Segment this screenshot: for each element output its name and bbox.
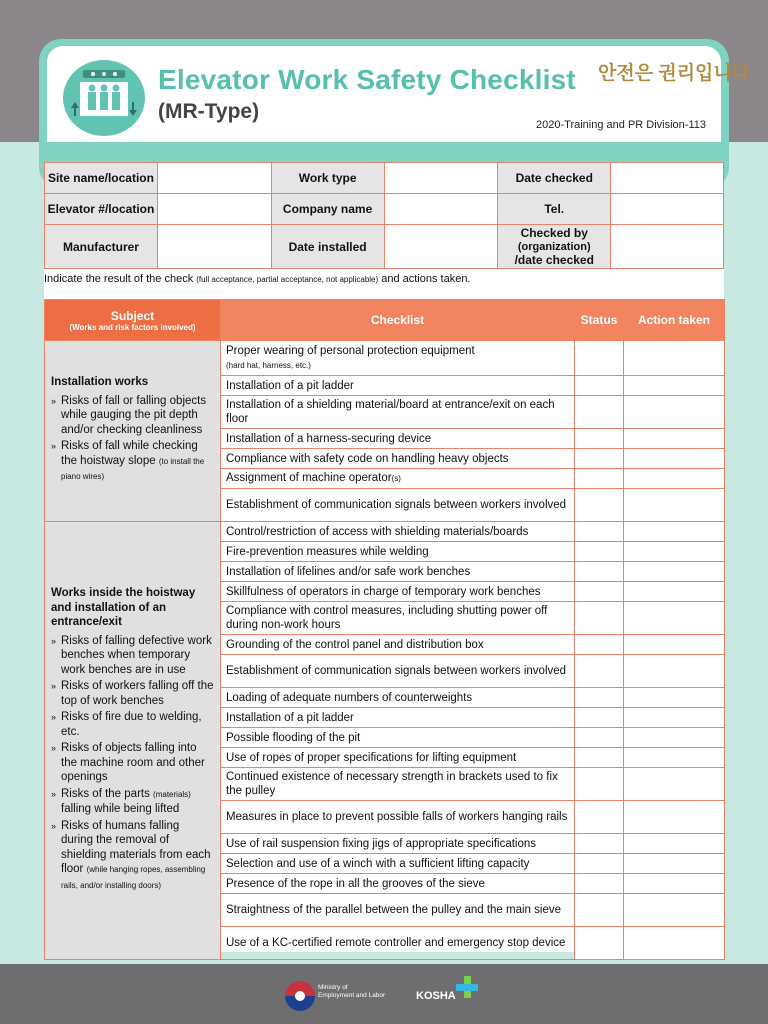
action-taken-cell[interactable] xyxy=(624,582,725,602)
risk-item xyxy=(51,787,214,817)
field-tel[interactable] xyxy=(611,194,724,225)
action-taken-cell[interactable] xyxy=(624,429,725,449)
action-taken-cell[interactable] xyxy=(624,376,725,396)
checklist-item-text: Installation of lifelines and/or safe work benches xyxy=(226,565,471,578)
status-cell[interactable] xyxy=(575,635,624,655)
checklist-item-text: Establishment of communication signals between workers involved xyxy=(226,665,567,677)
checklist-item-text: Installation of a pit ladder xyxy=(226,379,354,392)
instruction-tail: and actions taken. xyxy=(381,273,471,285)
checklist-item-text: Straightness of the parallel between the pulley and the main sieve xyxy=(226,904,561,916)
korean-slogan-logo: 안전은 권리입니다 xyxy=(598,63,751,84)
header-status: Status xyxy=(575,300,624,341)
action-taken-cell[interactable] xyxy=(624,728,725,748)
risk-note: (materials) xyxy=(153,789,191,799)
label-work-type: Work type xyxy=(271,163,384,194)
checklist-item-text: Control/restriction of access with shielding materials/boards xyxy=(226,525,529,538)
checklist-item xyxy=(221,522,575,542)
action-taken-cell[interactable] xyxy=(624,449,725,469)
field-site-name[interactable] xyxy=(157,163,271,194)
risk-text: Risks of fall or falling objects while gauging the pit depth and/or checking cleanliness xyxy=(61,394,207,436)
action-taken-cell[interactable] xyxy=(624,894,725,927)
checklist-item xyxy=(221,708,575,728)
checklist-item-text: Skillfulness of operators in charge of temporary work benches xyxy=(226,585,541,598)
status-cell[interactable] xyxy=(575,748,624,768)
elevator-icon xyxy=(63,60,145,136)
subject-cell xyxy=(45,522,221,960)
checklist-item xyxy=(221,542,575,562)
label-date-installed: Date installed xyxy=(271,225,384,269)
action-taken-cell[interactable] xyxy=(624,834,725,854)
risk-item xyxy=(51,439,214,485)
label-manufacturer: Manufacturer xyxy=(45,225,158,269)
label-elevator-number: Elevator #/location xyxy=(45,194,158,225)
checklist-item-text: Installation of a harness-securing device xyxy=(226,432,432,445)
instruction-note: (full acceptance, partial acceptance, not applicable) xyxy=(196,275,379,284)
risk-text: Risks of the parts xyxy=(61,787,150,800)
checklist-item-text: Possible flooding of the pit xyxy=(226,731,361,744)
kosha-name: KOSHA xyxy=(416,990,456,1002)
action-taken-cell[interactable] xyxy=(624,801,725,834)
risk-text: Risks of humans falling during the removal of shielding materials from each floor xyxy=(61,819,211,875)
status-cell[interactable] xyxy=(575,894,624,927)
checked-by-line3: /date checked xyxy=(514,252,594,267)
checklist-item xyxy=(221,688,575,708)
checklist-item-text: Grounding of the control panel and distribution box xyxy=(226,638,484,651)
checklist-item xyxy=(221,801,575,834)
checklist-item-text: Installation of a pit ladder xyxy=(226,711,354,724)
bullet-arrow-icon: » xyxy=(51,395,57,406)
ministry-line2: Employment and Labor xyxy=(318,992,386,999)
action-taken-cell[interactable] xyxy=(624,469,725,489)
status-cell[interactable] xyxy=(575,542,624,562)
bullet-arrow-icon: » xyxy=(51,743,57,753)
checklist-row xyxy=(45,341,725,376)
checklist-item xyxy=(221,854,575,874)
header-action-taken: Action taken xyxy=(624,300,725,341)
checklist-item xyxy=(221,429,575,449)
action-taken-cell[interactable] xyxy=(624,768,725,801)
checklist-item xyxy=(221,834,575,854)
action-taken-cell[interactable] xyxy=(624,854,725,874)
status-cell[interactable] xyxy=(575,469,624,489)
header-subject-label: Subject xyxy=(110,308,155,323)
field-work-type[interactable] xyxy=(384,163,498,194)
checklist-item-note: (hard hat, harness, etc.) xyxy=(226,360,311,370)
status-cell[interactable] xyxy=(575,854,624,874)
action-taken-cell[interactable] xyxy=(624,688,725,708)
action-taken-cell[interactable] xyxy=(624,927,725,960)
label-checked-by xyxy=(498,225,611,269)
status-cell[interactable] xyxy=(575,728,624,748)
action-taken-cell[interactable] xyxy=(624,396,725,429)
risk-item xyxy=(51,394,214,438)
checklist-item-text: Proper wearing of personal protection equipment xyxy=(226,344,475,357)
kosha-cross-icon xyxy=(456,976,478,998)
status-cell[interactable] xyxy=(575,489,624,522)
checklist-item xyxy=(221,927,575,960)
bullet-arrow-icon: » xyxy=(51,441,57,452)
risk-text: Risks of fall while checking the hoistway slope xyxy=(61,440,198,467)
checklist-item xyxy=(221,894,575,927)
status-cell[interactable] xyxy=(575,927,624,960)
checklist-item xyxy=(221,489,575,522)
status-cell[interactable] xyxy=(575,688,624,708)
field-company-name[interactable] xyxy=(384,194,498,225)
status-cell[interactable] xyxy=(575,874,624,894)
action-taken-cell[interactable] xyxy=(624,489,725,522)
risk-note: (while hanging ropes, assembling rails, and/or installing doors) xyxy=(61,865,206,890)
header-checklist: Checklist xyxy=(221,300,575,341)
action-taken-cell[interactable] xyxy=(624,874,725,894)
status-cell[interactable] xyxy=(575,768,624,801)
checklist-item-text: Continued existence of necessary strength in brackets used to fix the pulley xyxy=(226,771,558,797)
bullet-arrow-icon: » xyxy=(51,788,57,799)
label-tel: Tel. xyxy=(498,194,611,225)
bullet-arrow-icon: » xyxy=(51,635,57,646)
bullet-arrow-icon: » xyxy=(51,820,57,831)
subject-heading: Works inside the hoistway and installation of an entrance/exit xyxy=(51,587,196,628)
checklist-item-text: Use of rail suspension fixing jigs of appropriate specifications xyxy=(226,837,537,850)
action-taken-cell[interactable] xyxy=(624,708,725,728)
checklist-item xyxy=(221,728,575,748)
risk-text: Risks of fire due to welding, etc. xyxy=(61,711,202,738)
label-date-checked: Date checked xyxy=(498,163,611,194)
label-company-name: Company name xyxy=(271,194,384,225)
checklist-item-text: Use of ropes of proper specifications for lifting equipment xyxy=(226,751,517,764)
risk-item xyxy=(51,710,214,739)
checklist-item xyxy=(221,655,575,688)
risk-item xyxy=(51,819,214,894)
division-code: 2020-Training and PR Division-113 xyxy=(536,119,706,131)
risk-text: Risks of workers falling off the top of work benches xyxy=(61,680,214,707)
status-cell[interactable] xyxy=(575,708,624,728)
checklist-item xyxy=(221,635,575,655)
bullet-arrow-icon: » xyxy=(51,681,57,691)
ministry-line1: Ministry of xyxy=(318,984,348,991)
risk-item xyxy=(51,634,214,678)
header-subject xyxy=(45,300,221,341)
ministry-logo-center xyxy=(295,991,305,1001)
field-date-installed[interactable] xyxy=(384,225,498,269)
checklist-item-text: Installation of a shielding material/board at entrance/exit on each floor xyxy=(226,399,555,425)
action-taken-cell[interactable] xyxy=(624,635,725,655)
status-cell[interactable] xyxy=(575,341,624,376)
risk-item xyxy=(51,679,214,708)
action-taken-cell[interactable] xyxy=(624,562,725,582)
status-cell[interactable] xyxy=(575,562,624,582)
action-taken-cell[interactable] xyxy=(624,341,725,376)
checklist-item-note: (s) xyxy=(391,474,401,483)
status-cell[interactable] xyxy=(575,429,624,449)
instruction-main: Indicate the result of the check xyxy=(44,273,194,285)
action-taken-cell[interactable] xyxy=(624,522,725,542)
checklist-item xyxy=(221,748,575,768)
status-cell[interactable] xyxy=(575,801,624,834)
risk-text: Risks of falling defective work benches when temporary work benches are in use xyxy=(61,634,212,676)
risk-note: (to install the piano wires) xyxy=(61,456,205,482)
checklist-item xyxy=(221,396,575,429)
page-subtitle: (MR-Type) xyxy=(158,100,260,123)
checklist-item xyxy=(221,768,575,801)
status-cell[interactable] xyxy=(575,602,624,635)
risk-item xyxy=(51,741,214,785)
checklist-item xyxy=(221,449,575,469)
risk-tail: falling while being lifted xyxy=(61,803,180,815)
status-cell[interactable] xyxy=(575,834,624,854)
label-site-name: Site name/location xyxy=(45,163,158,194)
action-taken-cell[interactable] xyxy=(624,655,725,688)
checklist-item-text: Compliance with control measures, including shutting power off during non-work hours xyxy=(226,605,548,631)
checklist-item-text: Fire-prevention measures while welding xyxy=(226,545,429,558)
checklist-item-text: Establishment of communication signals between workers involved xyxy=(226,499,567,511)
action-taken-cell[interactable] xyxy=(624,602,725,635)
checklist-item-text: Measures in place to prevent possible falls of workers hanging rails xyxy=(226,811,568,823)
subject-heading: Installation works xyxy=(51,376,149,389)
checklist-item xyxy=(221,376,575,396)
checklist-item-text: Presence of the rope in all the grooves of the sieve xyxy=(226,877,485,890)
checked-by-line1: Checked by xyxy=(520,225,588,240)
checklist-item xyxy=(221,602,575,635)
status-cell[interactable] xyxy=(575,449,624,469)
checklist-item-text: Use of a KC-certified remote controller and emergency stop device xyxy=(226,937,566,949)
checklist-item-text: Loading of adequate numbers of counterweights xyxy=(226,691,473,704)
bullet-arrow-icon: » xyxy=(51,712,57,722)
checklist-table xyxy=(44,299,725,960)
checked-by-line2: (organization) xyxy=(517,240,591,253)
status-cell[interactable] xyxy=(575,582,624,602)
page-title: Elevator Work Safety Checklist xyxy=(158,64,576,95)
instruction-text xyxy=(44,273,471,285)
checklist-item-text: Selection and use of a winch with a sufficient lifting capacity xyxy=(226,857,530,870)
field-manufacturer[interactable] xyxy=(157,225,271,269)
checklist-item xyxy=(221,874,575,894)
risk-text: Risks of objects falling into the machine room and other openings xyxy=(61,742,205,783)
field-elevator-number[interactable] xyxy=(157,194,271,225)
checklist-item xyxy=(221,582,575,602)
checklist-item xyxy=(221,341,575,376)
status-cell[interactable] xyxy=(575,522,624,542)
status-cell[interactable] xyxy=(575,655,624,688)
ministry-name xyxy=(318,984,385,1000)
checklist-item-text: Assignment of machine operator xyxy=(226,472,392,484)
subject-cell xyxy=(45,341,221,522)
field-date-checked[interactable] xyxy=(611,163,724,194)
status-cell[interactable] xyxy=(575,396,624,429)
checklist-row xyxy=(45,522,725,542)
info-table xyxy=(44,162,724,269)
header-subject-note: (Works and risk factors involved) xyxy=(69,322,196,332)
checklist-item xyxy=(221,469,575,489)
action-taken-cell[interactable] xyxy=(624,542,725,562)
action-taken-cell[interactable] xyxy=(624,748,725,768)
status-cell[interactable] xyxy=(575,376,624,396)
checklist-item xyxy=(221,562,575,582)
field-checked-by[interactable] xyxy=(611,225,724,269)
checklist-item-text: Compliance with safety code on handling heavy objects xyxy=(226,452,509,465)
